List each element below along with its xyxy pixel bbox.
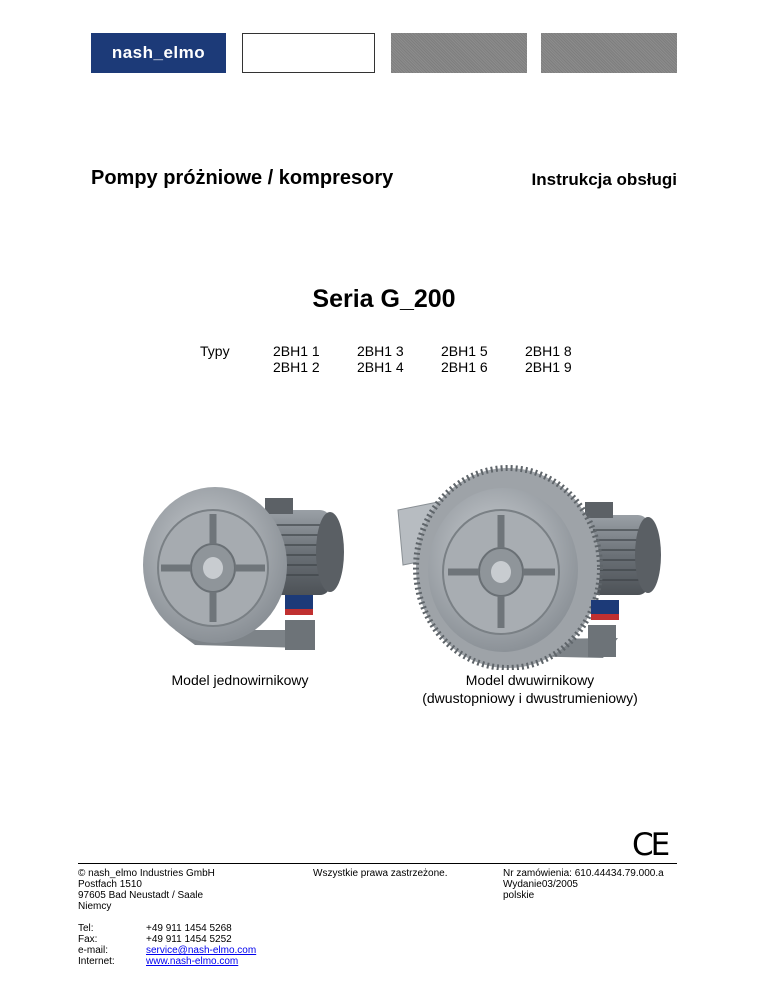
order-number: Nr zamówienia: 610.44434.79.000.a [503,868,664,879]
logo [91,33,226,73]
types-label: Typy [200,343,230,359]
contact-label: Tel: [78,923,94,934]
type-code: 2BH1 5 [441,343,488,359]
header-box-grey-1 [391,33,527,73]
types-column-2 [357,343,404,375]
email-link[interactable]: service@nash-elmo.com [146,945,257,956]
logo-text: nash_elmo [111,43,206,62]
language: polskie [503,890,535,901]
contact-label: Internet: [78,956,115,967]
manual-title: Instrukcja obsługi [531,170,677,189]
address-line: Niemcy [78,901,112,912]
series-title: Seria G_200 [312,285,456,313]
rights-text: Wszystkie prawa zastrzeżone. [313,868,448,879]
types-column-3 [441,343,488,375]
product-title: Pompy próżniowe / kompresory [91,167,394,189]
address-line: 97605 Bad Neustadt / Saale [78,890,204,901]
double-impeller-pump-image [393,460,663,670]
address-line: © nash_elmo Industries GmbH [78,868,215,879]
single-model-caption: Model jednowirnikowy [171,672,309,688]
type-code: 2BH1 1 [273,343,320,359]
type-code: 2BH1 9 [525,359,572,375]
website-link[interactable]: www.nash-elmo.com [146,956,239,967]
types-column-4 [525,343,572,375]
contact-label: Fax: [78,934,98,945]
type-code: 2BH1 2 [273,359,320,375]
double-model-caption-line-2: (dwustopniowy i dwustrumieniowy) [422,690,638,706]
contact-row-fax [78,934,256,945]
type-code: 2BH1 3 [357,343,404,359]
rights-notice [313,868,448,879]
double-model-caption [400,671,660,707]
type-code: 2BH1 8 [525,343,572,359]
contact-row-internet [78,956,256,967]
contact-row-tel [78,923,256,934]
types-column-1 [273,343,320,375]
contact-label: e-mail: [78,945,109,956]
order-info [503,868,664,901]
double-model-caption-line-1: Model dwuwirnikowy [465,672,595,688]
ce-mark-icon: CE [632,827,668,863]
edition: Wydanie03/2005 [503,879,578,890]
footer-divider [78,863,677,864]
contact-value: +49 911 1454 5268 [146,923,232,934]
single-impeller-pump-image [135,470,355,660]
company-address [78,868,215,912]
type-code: 2BH1 4 [357,359,404,375]
address-line: Postfach 1510 [78,879,142,890]
header-box-outline [242,33,375,73]
header-box-grey-2 [541,33,677,73]
type-code: 2BH1 6 [441,359,488,375]
contact-row-email [78,945,256,956]
contact-info [78,923,256,967]
contact-value: +49 911 1454 5252 [146,934,232,945]
